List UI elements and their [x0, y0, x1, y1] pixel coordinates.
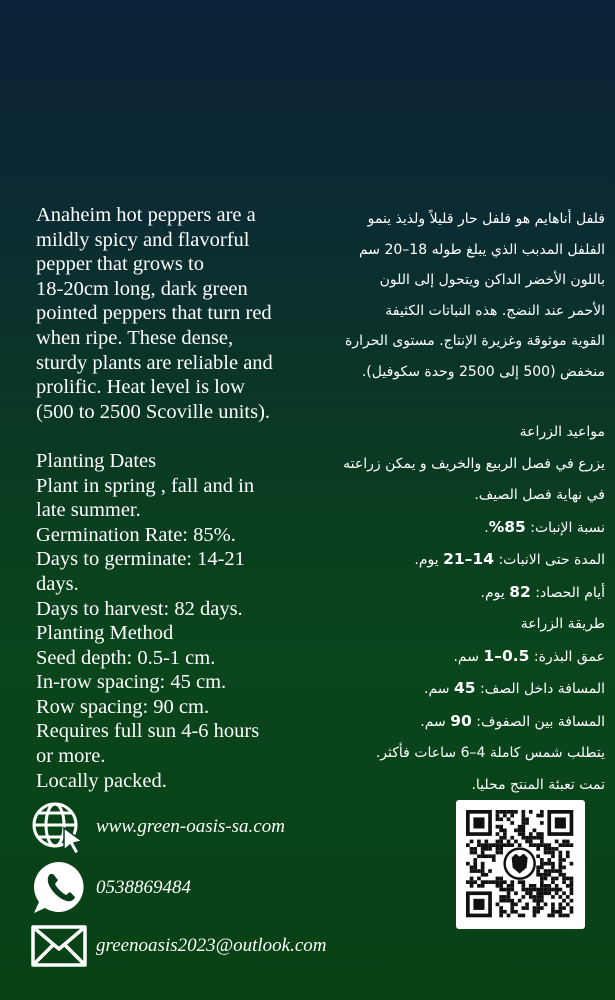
desc-line: القوية موثوقة وغزيرة الإنتاج. مستوى الحرارة	[345, 333, 605, 349]
email-address[interactable]: greenoasis2023@outlook.com	[96, 935, 327, 956]
row-spacing: المسافة بين الصفوف: 90 سم.	[420, 711, 605, 730]
planting-dates-title: مواعيد الزراعة	[519, 424, 605, 440]
detail-line: يزرع في فصل الربيع والخريف و يمكن زراعته	[343, 455, 605, 472]
days-to-harvest: Days to harvest: 82 days.	[36, 597, 243, 620]
english-text	[36, 203, 311, 793]
qr-code-icon	[456, 800, 585, 929]
english-details	[36, 449, 311, 793]
desc-line: فلفل أناهايم هو فلفل حار قليلاً ولذيذ ينمو	[367, 211, 605, 227]
phone-number[interactable]: 0538869484	[96, 877, 191, 898]
desc-line: Anaheim hot peppers are a	[36, 204, 256, 226]
detail-line: Days to germinate: 14-21	[36, 548, 245, 571]
desc-line: mildly spicy and flavorful	[36, 228, 250, 251]
desc-line: باللون الأخضر الداكن ويتحول إلى اللون	[379, 272, 605, 288]
detail-line: Plant in spring , fall and in	[36, 474, 255, 497]
locally-packed: تمت تعبئة المنتج محليا.	[471, 776, 605, 793]
sun-requirement: يتطلب شمس كاملة 4–6 ساعات فأكثر.	[375, 745, 605, 761]
detail-line: Requires full sun 4-6 hours	[36, 720, 260, 743]
detail-line: في نهاية فصل الصيف.	[474, 487, 605, 503]
contact-website	[30, 798, 285, 856]
desc-line: الفلفل المدبب الذي يبلغ طوله 18–20 سم	[358, 241, 605, 258]
desc-line: pointed peppers that turn red	[36, 302, 272, 325]
seed-depth: Seed depth: 0.5-1 cm.	[36, 646, 216, 669]
germination-rate: نسبة الإنبات: 85%.	[484, 517, 605, 536]
desc-line: 18-20cm long, dark green	[36, 277, 248, 300]
planting-method-title: Planting Method	[36, 622, 174, 645]
envelope-icon	[30, 917, 88, 975]
desc-line: الأحمر عند النضج. هذه النباتات الكثيفة	[385, 302, 605, 319]
whatsapp-icon	[30, 859, 88, 917]
arabic-details	[305, 417, 605, 801]
desc-line: prolific. Heat level is low	[36, 376, 245, 399]
in-row-spacing: In-row spacing: 45 cm.	[36, 671, 227, 694]
contact-email	[30, 917, 327, 975]
row-spacing: Row spacing: 90 cm.	[36, 695, 210, 718]
qr-code[interactable]	[456, 800, 585, 929]
days-to-germinate: المدة حتى الانبات: 14–21 يوم.	[414, 550, 605, 568]
locally-packed: Locally packed.	[36, 769, 167, 792]
days-to-harvest: أيام الحصاد: 82 يوم.	[480, 582, 605, 601]
planting-method-title: طريقة الزراعة	[520, 616, 605, 632]
website-text[interactable]: www.green-oasis-sa.com	[96, 816, 285, 837]
in-row-spacing: المسافة داخل الصف: 45 سم.	[424, 679, 605, 697]
arabic-text	[305, 204, 605, 801]
detail-line: late summer.	[36, 499, 141, 522]
seed-depth: عمق البذرة: 0.5–1 سم.	[453, 646, 605, 665]
detail-line: days.	[36, 572, 79, 595]
english-description	[36, 203, 311, 424]
desc-line: (500 to 2500 Scoville units).	[36, 400, 271, 423]
germination-rate: Germination Rate: 85%.	[36, 523, 236, 546]
desc-line: منخفض (500 إلى 2500 وحدة سكوفيل).	[361, 363, 605, 380]
desc-line: when ripe. These dense,	[36, 326, 234, 349]
contact-phone	[30, 859, 191, 917]
detail-line: or more.	[36, 745, 106, 768]
desc-line: sturdy plants are reliable and	[36, 351, 273, 374]
planting-dates-title: Planting Dates	[36, 449, 157, 472]
globe-cursor-icon	[30, 798, 88, 856]
arabic-description	[305, 204, 605, 387]
desc-line: pepper that grows to	[36, 253, 204, 276]
